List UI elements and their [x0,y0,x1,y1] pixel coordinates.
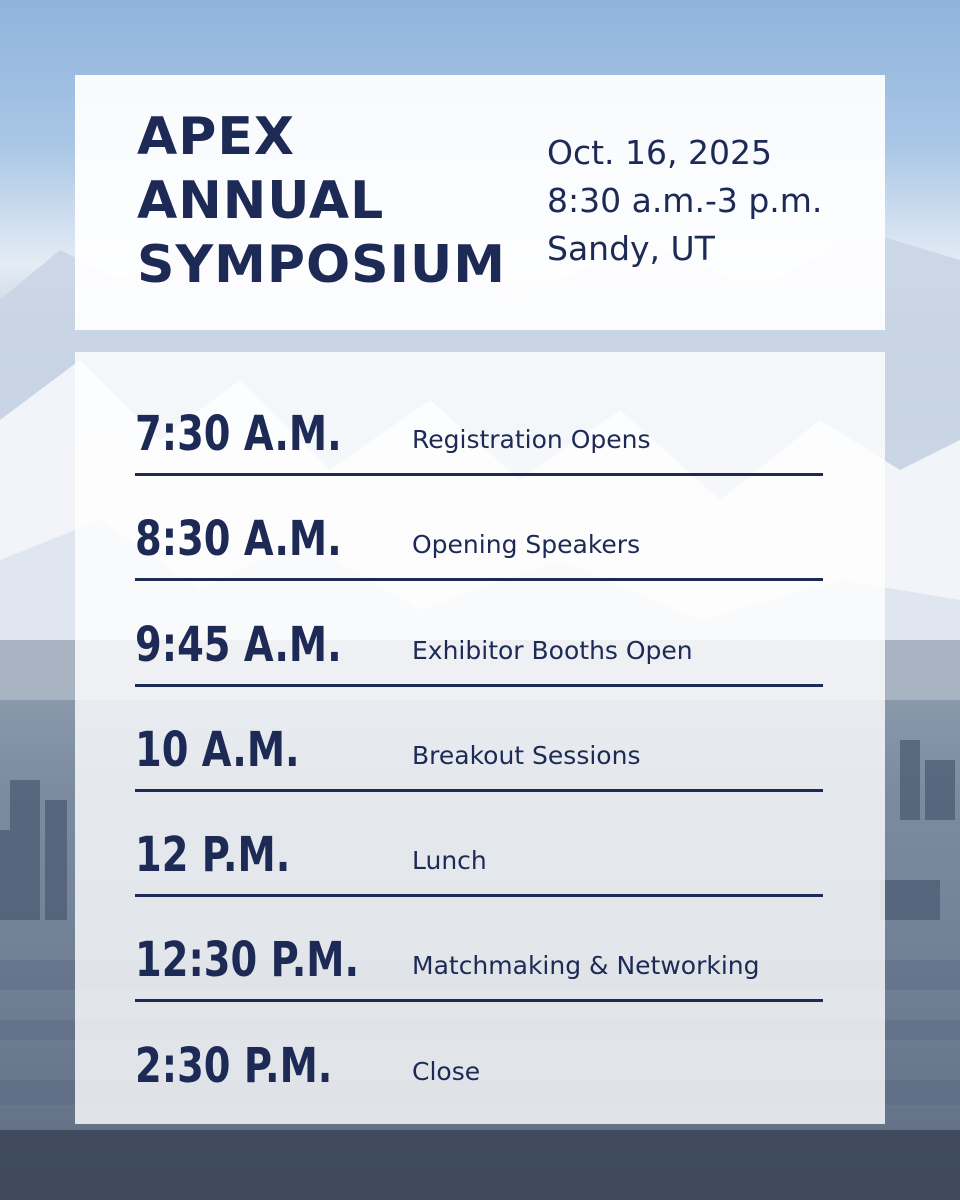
schedule-time: 7:30 A.M. [135,406,342,462]
schedule-time: 12 P.M. [135,827,291,883]
schedule-activity: Close [412,1057,481,1086]
schedule-time: 8:30 A.M. [135,511,342,567]
event-details [547,129,822,273]
row-divider [135,684,823,687]
schedule-activity: Exhibitor Booths Open [412,636,693,665]
event-header-card [75,75,885,330]
schedule-time: 10 A.M. [135,722,300,778]
event-date: Oct. 16, 2025 [547,133,772,172]
schedule-activity: Matchmaking & Networking [412,951,760,980]
schedule-row [135,477,823,581]
schedule-activity: Breakout Sessions [412,741,641,770]
event-hours: 8:30 a.m.-3 p.m. [547,181,823,220]
schedule-time: 2:30 P.M. [135,1038,333,1094]
schedule-time: 9:45 A.M. [135,617,342,673]
schedule-row [135,898,823,1002]
row-divider [135,999,823,1002]
schedule-time: 12:30 P.M. [135,932,360,988]
row-divider [135,894,823,897]
schedule-activity: Lunch [412,846,487,875]
schedule-activity: Opening Speakers [412,530,641,559]
schedule-activity: Registration Opens [412,425,651,454]
event-location: Sandy, UT [547,229,715,268]
schedule-row [135,793,823,897]
schedule-row [135,583,823,687]
schedule-row [135,688,823,792]
schedule-row [135,372,823,476]
row-divider [135,789,823,792]
schedule-card [75,352,885,1124]
event-title-line-3: SYMPOSIUM [137,235,506,295]
schedule-row [135,1004,823,1108]
row-divider [135,473,823,476]
row-divider [135,578,823,581]
event-title-line-2: ANNUAL [137,171,385,231]
event-title [137,105,517,297]
event-title-line-1: APEX [137,107,295,167]
